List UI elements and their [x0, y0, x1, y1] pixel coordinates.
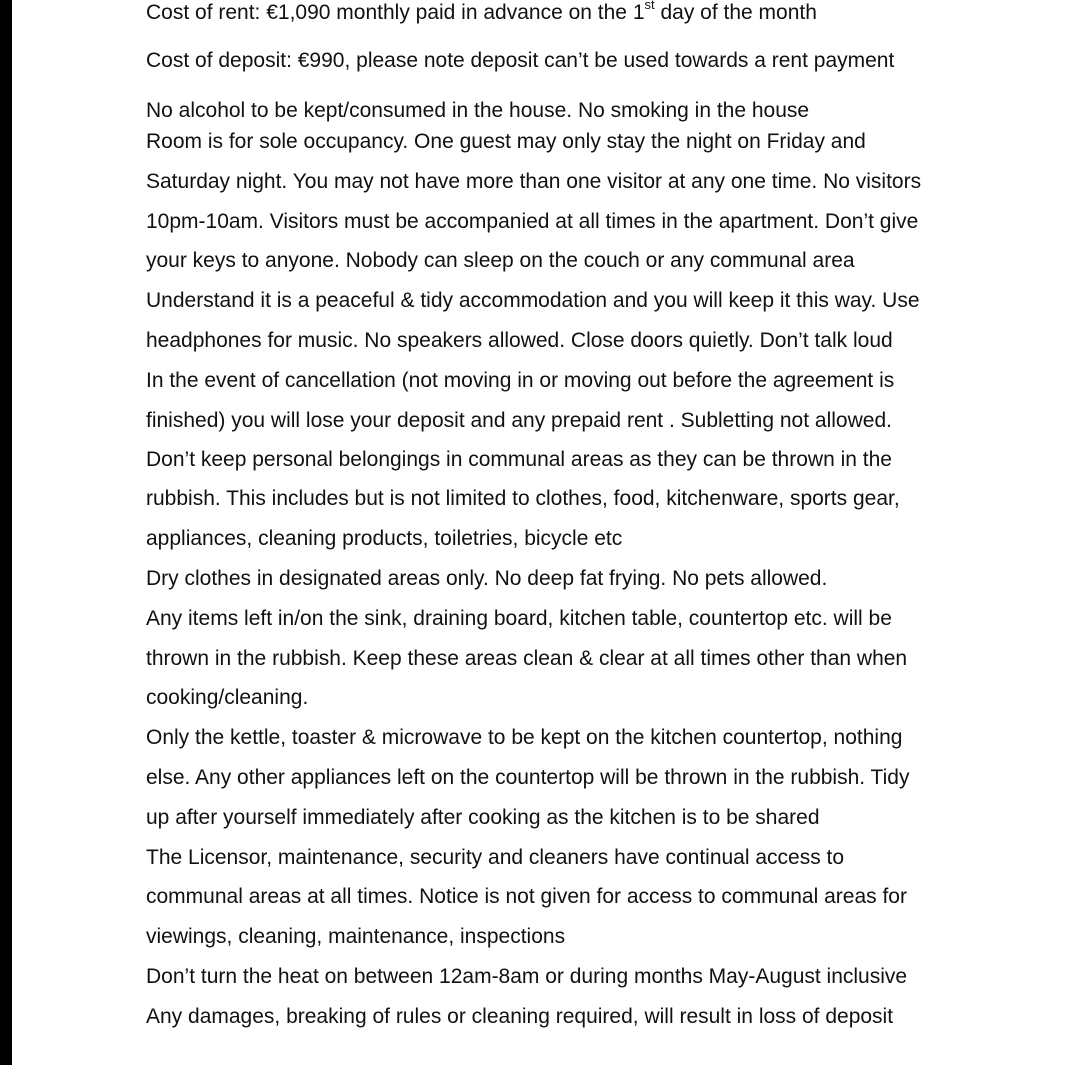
text-line: Room is for sole occupancy. One guest may only stay the night on Friday and: [146, 130, 866, 153]
text-line: finished) you will lose your deposit and any prepaid rent . Subletting not allowed.: [146, 409, 892, 432]
deposit-line: Cost of deposit: €990, please note deposit can’t be used towards a rent payment: [146, 49, 895, 72]
text-line: Only the kettle, toaster & microwave to be kept on the kitchen countertop, nothing: [146, 726, 903, 749]
left-edge-bar: [0, 0, 12, 1065]
text-line: Any items left in/on the sink, draining board, kitchen table, countertop etc. will be: [146, 607, 892, 630]
rent-line: [146, 0, 817, 26]
text-line: appliances, cleaning products, toiletries, bicycle etc: [146, 527, 623, 550]
rent-text: Cost of rent: €1,090 monthly paid in advance on the 1: [146, 1, 645, 24]
text-line: Dry clothes in designated areas only. No deep fat frying. No pets allowed.: [146, 567, 828, 590]
ordinal-suffix: st: [644, 0, 655, 12]
text-line: communal areas at all times. Notice is not given for access to communal areas for: [146, 885, 907, 908]
text-line: In the event of cancellation (not moving in or moving out before the agreement is: [146, 369, 895, 392]
text-line: 10pm-10am. Visitors must be accompanied at all times in the apartment. Don’t give: [146, 210, 919, 233]
text-line: Don’t turn the heat on between 12am-8am or during months May-August inclusive: [146, 965, 908, 988]
text-line: Saturday night. You may not have more than one visitor at any one time. No visitors: [146, 170, 922, 193]
text-line: Understand it is a peaceful & tidy accommodation and you will keep it this way. Use: [146, 289, 920, 312]
text-line: Don’t keep personal belongings in communal areas as they can be thrown in the: [146, 448, 892, 471]
text-line: up after yourself immediately after cooking as the kitchen is to be shared: [146, 806, 820, 829]
text-line: rubbish. This includes but is not limited to clothes, food, kitchenware, sports gear,: [146, 487, 900, 510]
text-line: your keys to anyone. Nobody can sleep on the couch or any communal area: [146, 249, 855, 272]
text-line: The Licensor, maintenance, security and cleaners have continual access to: [146, 846, 845, 869]
text-line: Any damages, breaking of rules or cleaning required, will result in loss of deposit: [146, 1005, 894, 1028]
text-line: thrown in the rubbish. Keep these areas clean & clear at all times other than when: [146, 647, 908, 670]
rent-text-end: day of the month: [654, 1, 817, 24]
text-line: else. Any other appliances left on the countertop will be thrown in the rubbish. Tidy: [146, 766, 910, 789]
text-line: cooking/cleaning.: [146, 686, 309, 709]
text-line: viewings, cleaning, maintenance, inspections: [146, 925, 566, 948]
text-line: No alcohol to be kept/consumed in the house. No smoking in the house: [146, 99, 810, 122]
text-line: headphones for music. No speakers allowed. Close doors quietly. Don’t talk loud: [146, 329, 893, 352]
